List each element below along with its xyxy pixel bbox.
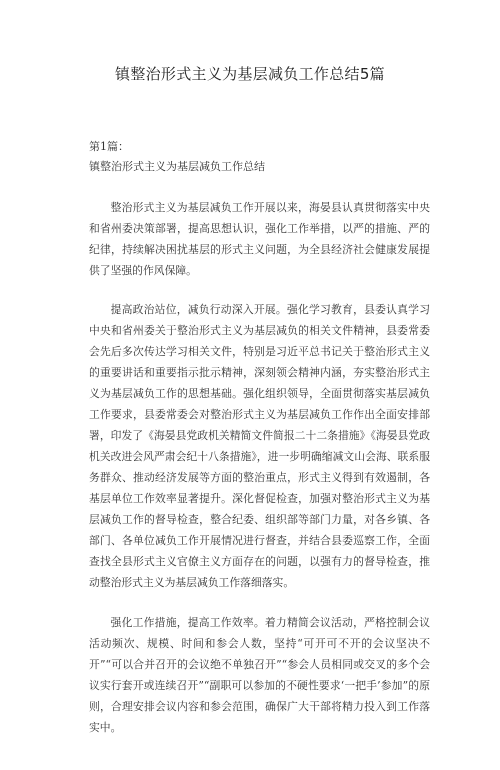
part-label: 第1篇： bbox=[89, 140, 129, 153]
body-paragraph: 提高政治站位，减负行动深入开展。强化学习教育，县委认真学习中央和省州委关于整治形式主义为基层减负的相关文件精神，县委常委会先后多次传达学习相关文件，特别是习近平总书记关于整治形式主义的重要讲话和重要指示批示精神，深刻领会精神内涵，夯实整治形式主义为基层减负工作的思想基础。强化组织领导，全面贯彻落实基层减负工作要求，县委常委会对整治形式主义为基层减负工作作出全面安排部署，印发了《海晏县党政机关精简文件简报二十二条措施》《海晏县党政机关改进会风严肃会纪十八条措施》，进一步明确缩减文山会海、联系服务群众、推动经济发展等方面的整治重点，形式主义得到有效遏制，各基层单位工作效率显著提升。深化督促检查，加强对整治形式主义为基层减负工作的督导检查，整合纪委、组织部等部门力量，对各乡镇、各部门、各单位减负工作开展情况进行督查，并结合县委巡察工作，全面查找全县形式主义官僚主义方面存在的问题，以强有力的督导检查，推动整治形式主义为基层减负工作落细落实。 bbox=[89, 303, 430, 589]
document-page bbox=[0, 63, 500, 770]
body-paragraph: 强化工作措施，提高工作效率。着力精简会议活动，严格控制会议活动频次、规模、时间和参会人数，坚持“可开可不开的会议坚决不开”“可以合并召开的会议绝不单独召开”“参会人员相同或交叉的多个会议实行套开或连续召开”“副职可以参加的不硬性要求‘一把手’参加”的原则，合理安排会议内容和参会范围，确保广大干部将精力投入到工作落实中。 bbox=[89, 616, 430, 734]
part-subtitle: 镇整治形式主义为基层减负工作总结 bbox=[89, 160, 265, 173]
body-paragraph: 整治形式主义为基层减负工作开展以来，海晏县认真贯彻落实中央和省州委决策部署，提高思想认识，强化工作举措，以严的措施、严的纪律，持续解决困扰基层的形式主义问题，为全县经济社会健康发展提供了坚强的作风保障。 bbox=[89, 201, 430, 277]
document-title: 镇整治形式主义为基层减负工作总结5篇 bbox=[115, 65, 385, 83]
